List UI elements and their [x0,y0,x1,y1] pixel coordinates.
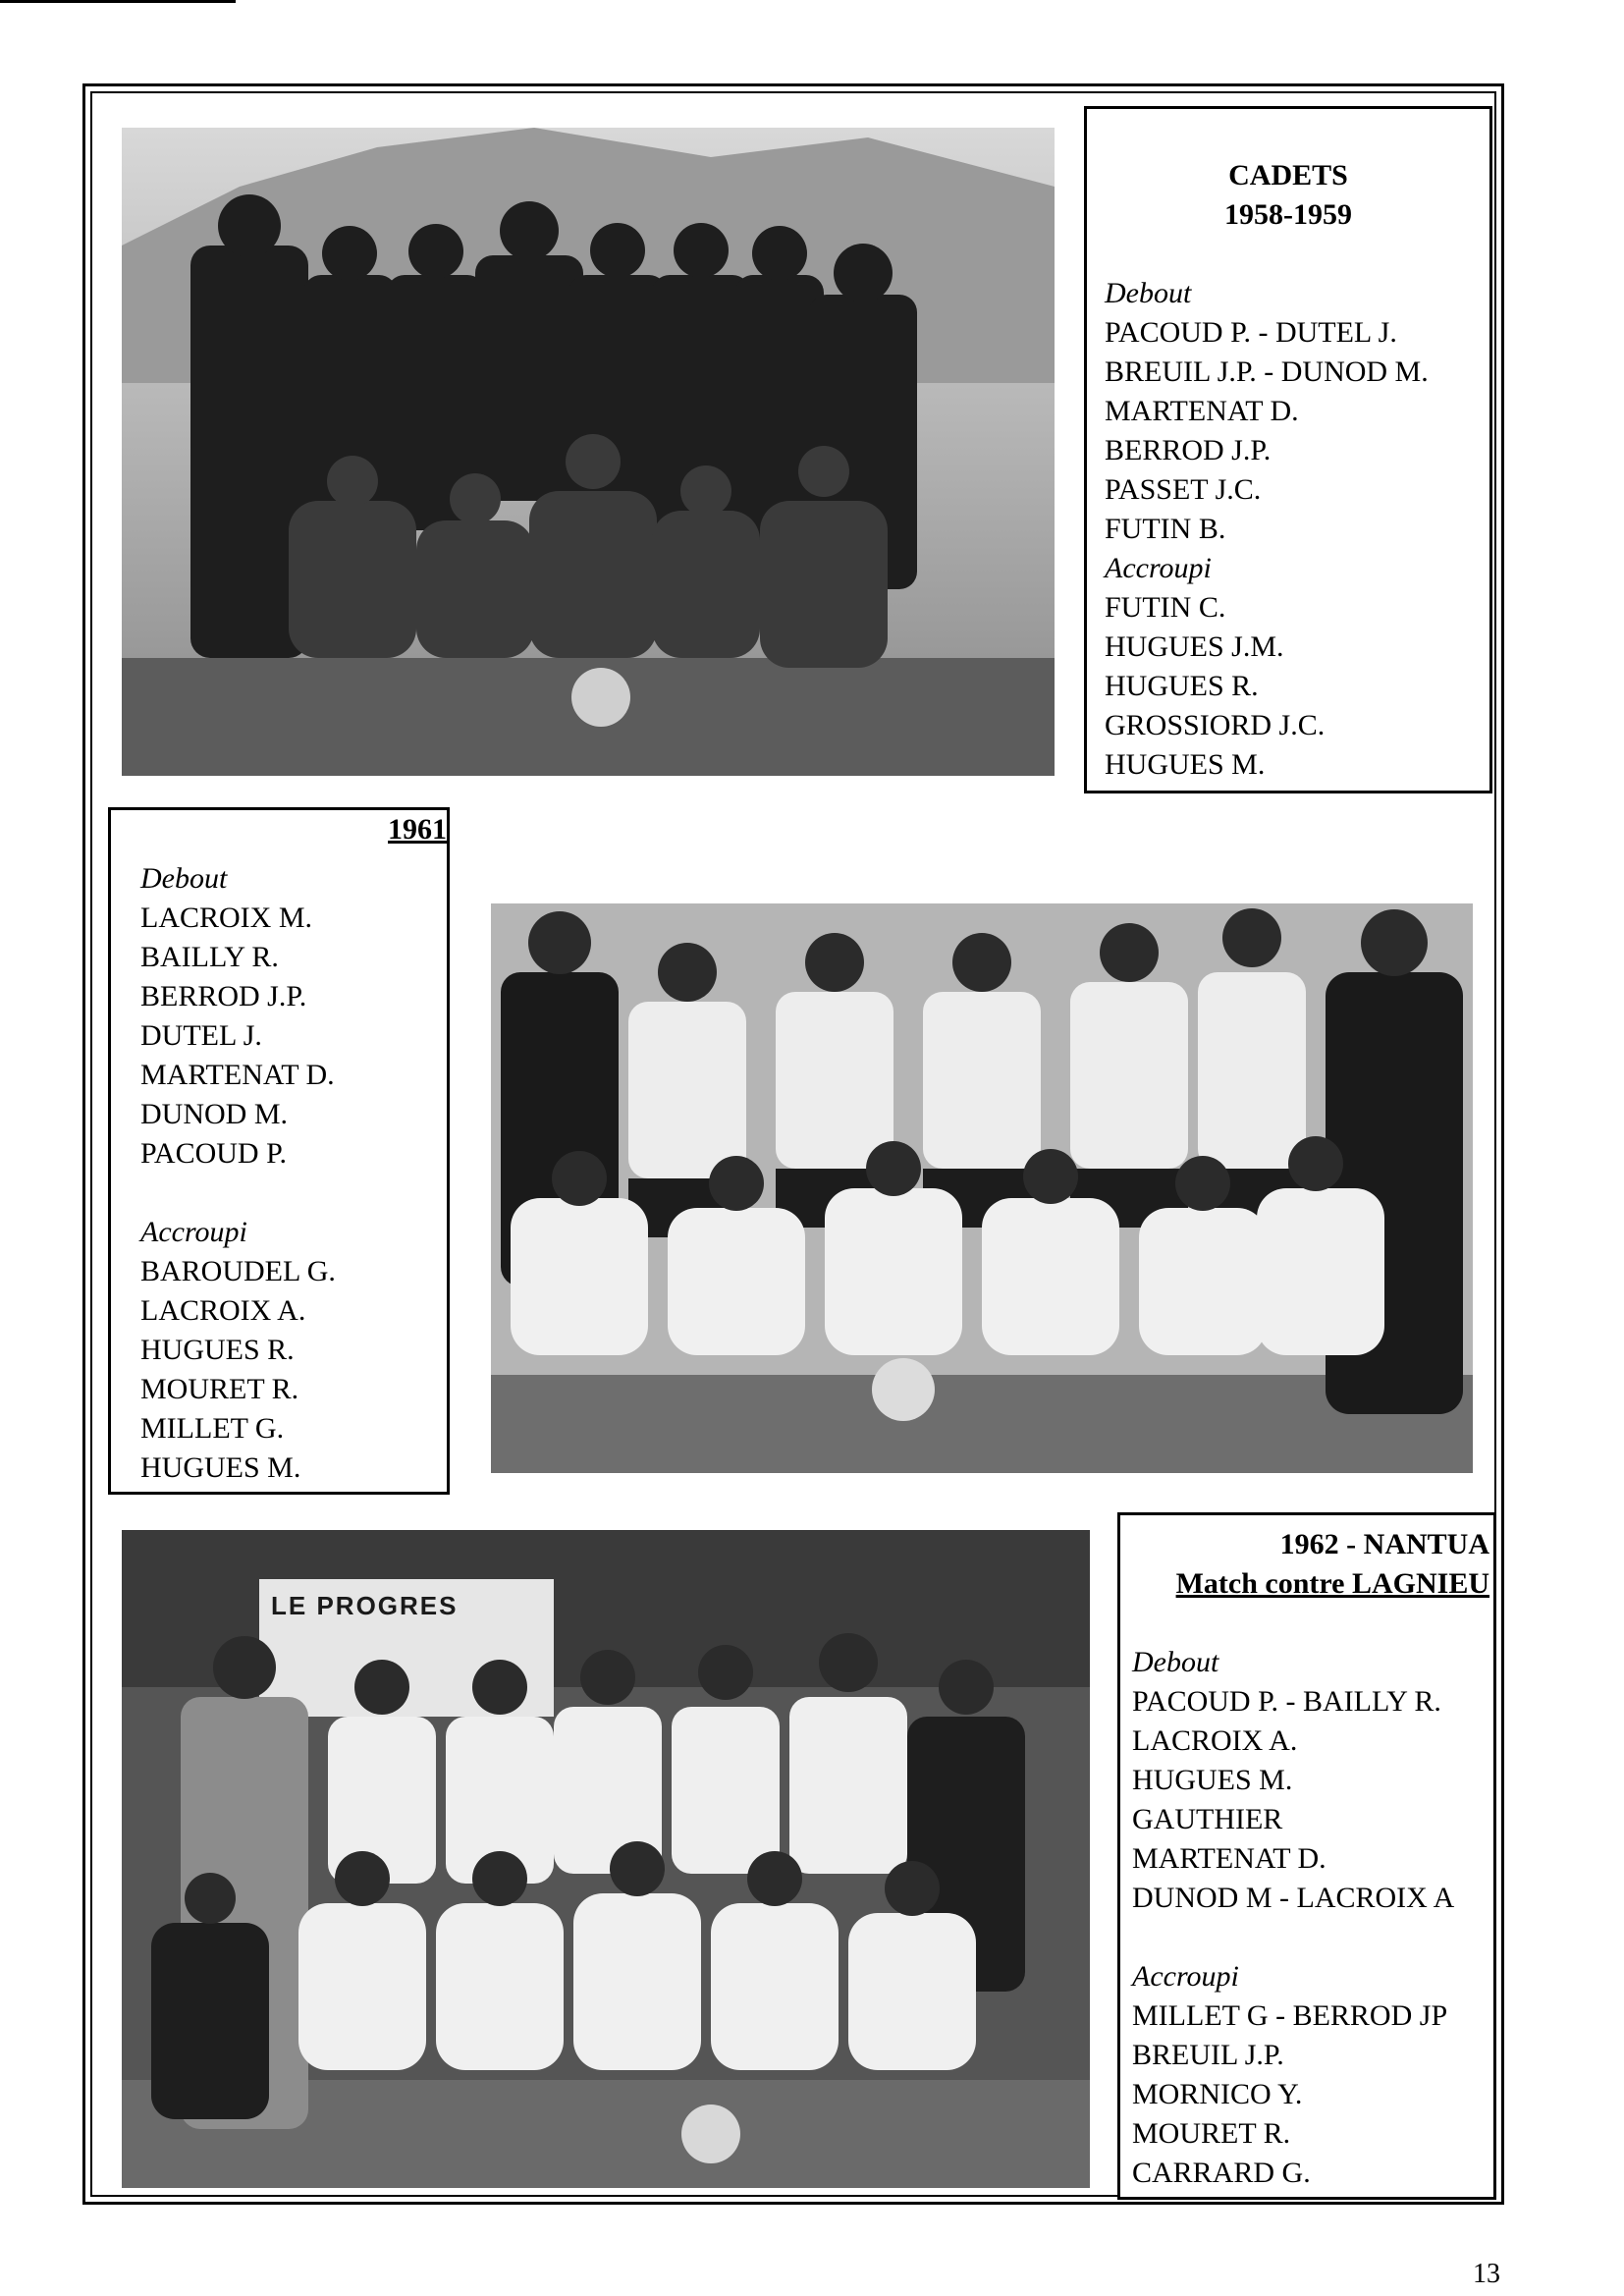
debout-label: Debout [1132,1646,1219,1678]
debout-label: Debout [140,862,228,895]
player-name: MOURET R. [1132,2117,1291,2150]
photo-team-1962 [122,1530,1090,2188]
player-name: CARRARD G. [1132,2157,1311,2189]
player-name: FUTIN B. [1105,513,1226,545]
photo-cadets-1958-1959 [122,128,1055,776]
player-name: DUNOD M. [140,1098,288,1130]
caption-year: 1961 [388,813,447,846]
caption-years: 1958-1959 [1224,198,1352,231]
page-number: 13 [1473,2259,1500,2289]
player-name: BREUIL J.P. - DUNOD M. [1105,355,1429,388]
player-name: GAUTHIER [1132,1803,1283,1835]
player-name: BREUIL J.P. [1132,2039,1284,2071]
player-name: LACROIX M. [140,902,313,934]
player-name: MOURET R. [140,1373,299,1405]
photo-team-1961 [491,864,1473,1473]
caption-cadets [1084,106,1492,793]
player-name: FUTIN C. [1105,591,1226,624]
player-name: LACROIX A. [1132,1724,1298,1757]
caption-subtitle: Match contre LAGNIEU [1175,1567,1489,1600]
player-name: HUGUES M. [140,1451,301,1484]
player-name: BAROUDEL G. [140,1255,336,1287]
player-name: PACOUD P. - DUTEL J. [1105,316,1397,349]
caption-title: 1962 - NANTUA [1279,1528,1489,1560]
player-name: HUGUES R. [140,1334,295,1366]
player-name: PACOUD P. [140,1137,287,1170]
scan-edge-line [0,0,236,3]
accroupi-label: Accroupi [140,1216,247,1248]
player-name: HUGUES M. [1105,748,1266,781]
player-name: GROSSIORD J.C. [1105,709,1326,741]
accroupi-label: Accroupi [1132,1960,1239,1993]
player-name: MORNICO Y. [1132,2078,1303,2110]
player-name: PACOUD P. - BAILLY R. [1132,1685,1441,1718]
caption-title: CADETS [1228,159,1348,191]
player-name: HUGUES J.M. [1105,630,1284,663]
player-name: DUTEL J. [140,1019,262,1052]
player-name: MILLET G - BERROD JP [1132,1999,1448,2032]
player-name: MARTENAT D. [140,1059,335,1091]
caption-1962 [1117,1512,1496,2200]
player-name: BAILLY R. [140,941,279,973]
player-name: PASSET J.C. [1105,473,1262,506]
player-name: MARTENAT D. [1132,1842,1326,1875]
player-name: HUGUES M. [1132,1764,1293,1796]
player-name: BERROD J.P. [140,980,307,1012]
player-name: MARTENAT D. [1105,395,1299,427]
accroupi-label: Accroupi [1105,552,1212,584]
player-name: BERROD J.P. [1105,434,1272,466]
player-name: DUNOD M - LACROIX A [1132,1882,1455,1914]
sign-le-progres: LE PROGRES [271,1591,459,1620]
player-name: HUGUES R. [1105,670,1259,702]
debout-label: Debout [1105,277,1192,309]
caption-1961 [108,807,450,1495]
player-name: LACROIX A. [140,1294,306,1327]
player-name: MILLET G. [140,1412,285,1445]
